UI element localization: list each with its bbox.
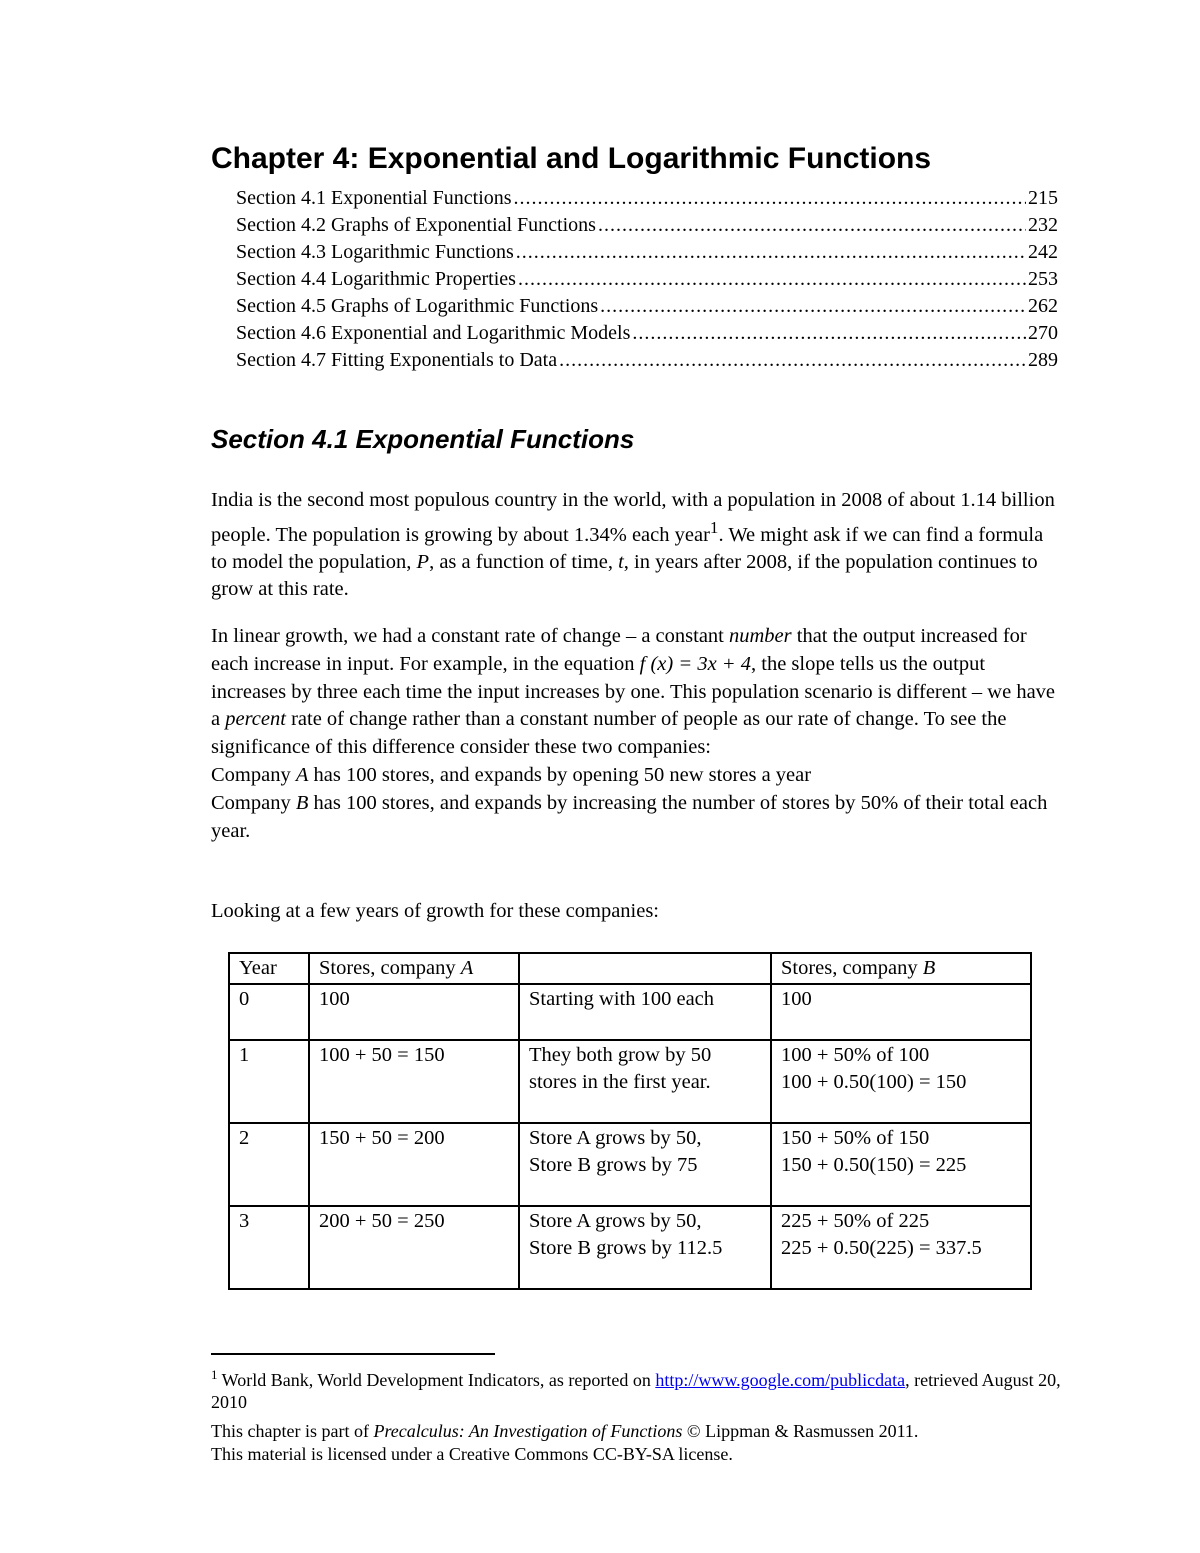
footnote — [211, 1364, 1071, 1413]
header-company-b — [771, 953, 1031, 984]
cell-note — [519, 1123, 771, 1206]
text-run: Company — [211, 763, 296, 786]
toc-entry[interactable] — [236, 239, 1058, 266]
text-run: . We might ask if we can find a formula to model the population, — [211, 524, 1044, 574]
note-line: Store A grows by 50, — [529, 1127, 702, 1149]
toc-leader-dots — [516, 239, 1026, 266]
cell-company-b — [771, 1040, 1031, 1123]
linear-growth-paragraph — [211, 623, 1061, 845]
toc-entry-label: Section 4.6 Exponential and Logarithmic Models — [236, 322, 631, 344]
text-run: Company — [211, 791, 296, 814]
table-row — [229, 1123, 1031, 1206]
toc-entry[interactable] — [236, 320, 1058, 347]
toc-leader-dots — [518, 266, 1026, 293]
chapter-title: Chapter 4: Exponential and Logarithmic Functions — [211, 142, 932, 175]
text-run: rate of change rather than a constant number of people as our rate of change. To see the significance of this difference consider these two companies: — [211, 708, 1007, 759]
cell-note — [519, 1206, 771, 1289]
cell-company-b — [771, 1123, 1031, 1206]
intro-paragraph — [211, 487, 1061, 604]
header-text: Stores, company — [319, 957, 461, 979]
note-line: stores in the first year. — [529, 1071, 711, 1093]
toc-entry[interactable] — [236, 185, 1058, 212]
header-var: B — [922, 957, 936, 979]
b-line: 100 + 50% of 100 — [781, 1044, 930, 1066]
source-link[interactable]: http://www.google.com/publicdata — [655, 1370, 906, 1390]
toc-entry-page: 242 — [1028, 241, 1058, 263]
toc-leader-dots — [559, 347, 1026, 374]
text-run: has 100 stores, and expands by increasing the number of stores by 50% of their total each year. — [211, 791, 1048, 842]
toc-entry-page: 253 — [1028, 268, 1058, 290]
header-text: Stores, company — [781, 957, 923, 979]
table-row — [229, 1040, 1031, 1123]
table-header-row — [229, 953, 1031, 984]
emphasis-number: number — [729, 625, 792, 647]
text-run: that the output increased for each increase in input. For example, in the equation — [211, 625, 1027, 675]
b-line: 150 + 0.50(150) = 225 — [781, 1154, 967, 1176]
header-notes — [519, 953, 771, 984]
toc-entry[interactable] — [236, 266, 1058, 293]
toc-entry-label: Section 4.7 Fitting Exponentials to Data — [236, 349, 558, 371]
variable-p: P — [416, 551, 430, 574]
toc-entry-page: 215 — [1028, 187, 1058, 209]
license-notice — [211, 1420, 1071, 1466]
cell-company-a: 100 — [309, 984, 519, 1040]
note-line: They both grow by 50 — [529, 1044, 712, 1066]
toc-entry[interactable] — [236, 293, 1058, 320]
toc-leader-dots — [632, 320, 1026, 347]
toc-leader-dots — [600, 293, 1026, 320]
text-run: , the slope tells us the output increases by three each time the input increases by one. This population scenario is different – we have a — [211, 652, 1056, 731]
b-line: 225 + 0.50(225) = 337.5 — [781, 1237, 982, 1259]
toc-entry-label: Section 4.2 Graphs of Exponential Functions — [236, 214, 596, 236]
text-run: has 100 stores, and expands by opening 50 new stores a year — [308, 763, 812, 786]
cell-year: 1 — [229, 1040, 309, 1123]
text-run: In linear growth, we had a constant rate of change – a constant — [211, 625, 729, 647]
cell-company-a: 200 + 50 = 250 — [309, 1206, 519, 1289]
toc-entry-page: 289 — [1028, 349, 1058, 371]
header-year: Year — [229, 953, 309, 984]
cell-year: 0 — [229, 984, 309, 1040]
book-title: Precalculus: An Investigation of Functions — [373, 1421, 683, 1441]
company-a-var: A — [295, 763, 309, 786]
text-run: , as a function of time, — [429, 551, 619, 574]
footnote-number: 1 — [211, 1367, 218, 1382]
toc-entry-page: 262 — [1028, 295, 1058, 317]
license-text: This chapter is part of — [211, 1421, 374, 1441]
cell-company-b — [771, 1206, 1031, 1289]
note-line: Store A grows by 50, — [529, 1210, 702, 1232]
company-b-var: B — [295, 791, 309, 814]
toc-leader-dots — [598, 212, 1026, 239]
variable-t: t — [618, 551, 624, 574]
header-var: A — [460, 957, 474, 979]
emphasis-percent: percent — [225, 708, 286, 731]
cell-note — [519, 1040, 771, 1123]
note-line: Store B grows by 112.5 — [529, 1237, 723, 1259]
toc-entry-label: Section 4.4 Logarithmic Properties — [236, 268, 516, 290]
b-line: 150 + 50% of 150 — [781, 1127, 930, 1149]
note-line: Starting with 100 each — [529, 988, 715, 1010]
toc-entry-page: 270 — [1028, 322, 1058, 344]
toc-entry-label: Section 4.3 Logarithmic Functions — [236, 241, 514, 263]
toc-entry-label: Section 4.5 Graphs of Logarithmic Functions — [236, 295, 599, 317]
footnote-divider — [211, 1353, 495, 1355]
section-title: Section 4.1 Exponential Functions — [211, 424, 635, 454]
toc-leader-dots — [514, 185, 1026, 212]
license-text: © Lippman & Rasmussen 2011. — [682, 1421, 919, 1441]
cell-company-a: 150 + 50 = 200 — [309, 1123, 519, 1206]
table-of-contents — [236, 185, 1058, 374]
note-line: Store B grows by 75 — [529, 1154, 698, 1176]
toc-entry[interactable] — [236, 347, 1058, 374]
footnote-text: , retrieved August 20, 2010 — [211, 1370, 1061, 1412]
footnote-text: World Bank, World Development Indicators, as reported on — [217, 1370, 656, 1390]
table-row — [229, 984, 1031, 1040]
toc-entry[interactable] — [236, 212, 1058, 239]
text-run: India is the second most populous country in the world, with a population in 2008 of about 1.14 billion people. The population is growing by about 1.34% each year — [211, 489, 1055, 547]
table-row — [229, 1206, 1031, 1289]
license-text: This material is licensed under a Creative Commons CC-BY-SA license. — [211, 1444, 733, 1464]
footnote-ref[interactable]: 1 — [709, 518, 719, 538]
growth-table — [228, 952, 1032, 1290]
cell-year: 2 — [229, 1123, 309, 1206]
cell-company-b — [771, 984, 1031, 1040]
header-company-a — [309, 953, 519, 984]
b-line: 100 — [781, 988, 812, 1010]
text-run: , in years after 2008, if the population continues to grow at this rate. — [211, 551, 1038, 601]
cell-year: 3 — [229, 1206, 309, 1289]
b-line: 225 + 50% of 225 — [781, 1210, 930, 1232]
b-line: 100 + 0.50(100) = 150 — [781, 1071, 967, 1093]
cell-company-a: 100 + 50 = 150 — [309, 1040, 519, 1123]
cell-note — [519, 984, 771, 1040]
toc-entry-page: 232 — [1028, 214, 1058, 236]
table-intro: Looking at a few years of growth for these companies: — [211, 900, 660, 922]
equation: f (x) = 3x + 4 — [639, 652, 751, 675]
toc-entry-label: Section 4.1 Exponential Functions — [236, 187, 512, 209]
